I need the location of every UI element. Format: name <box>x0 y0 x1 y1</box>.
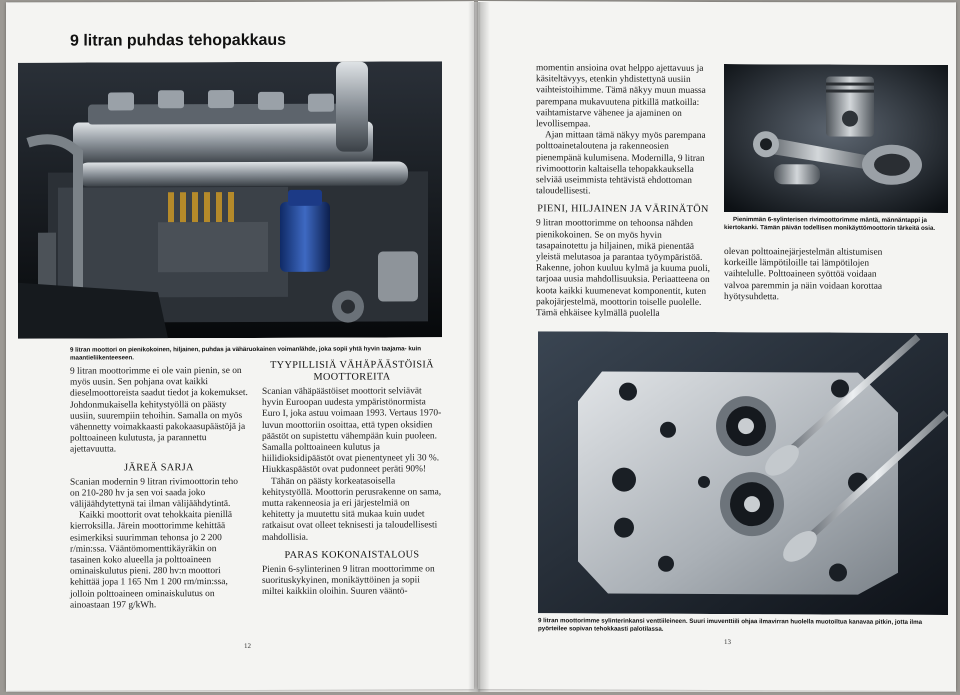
paragraph: Ajan mittaan tämä näkyy myös parempana polttoainetaloutena ja rakenneosien pienempänä kulumisena. Modernilla, 9 litran rivimoottorin kaltaisella tehopakkauksella selviää useimmista tehtävistä ehdottoman taloudellisesti. <box>536 130 706 197</box>
paragraph: Tähän on päästy korkeatasoisella kehitystyöllä. Moottorin perusrakenne on sama, mutta rakenneosia ja eri järjestelmiä on kehitetty ja muutettu sitä mukaa kuin uudet ratkaisut ovat olleet teknisesti ja taloudellisesti mahdollisia. <box>262 476 442 543</box>
right-column-2 <box>724 216 948 304</box>
left-column-1 <box>70 366 248 612</box>
section-heading: TYYPILLISIÄ VÄHÄPÄÄSTÖISIÄ MOOTTOREITA <box>270 359 434 383</box>
left-page <box>6 1 474 691</box>
left-column-2 <box>262 359 442 598</box>
cylinder-head-photo <box>538 331 948 615</box>
paragraph: 9 litran moottorimme on tehoonsa nähden pienikokoinen. Se on myös hyvin tasapainotettu ja hiljainen, mikä pienentää yleistä melutasoa ja parantaa työympäristöä. Rakenne, johon kuuluu kylmä ja kuuma puoli, tarjoaa uusia mahdollisuuksia. Periaatteena on koota kaikki kuumenevat komponentit, kuten pakojärjestelmä, moottorin toiselle puolelle. Tämä ehkäisee kylmällä puolella <box>536 218 710 319</box>
engine-photo-caption: 9 litran moottori on pienikokoinen, hiljainen, puhdas ja vähäruokainen voimanlähde, joka sopii yhtä hyvin taajama- kuin maantieliikenteeseen. <box>70 345 422 362</box>
section-heading: PIENI, HILJAINEN JA VÄRINÄTÖN <box>537 203 709 216</box>
paragraph: Kaikki moottorit ovat tehokkaita pienillä kierroksilla. Järein moottorimme kehittää esimerkiksi suurimman tehonsa jo 2 200 r/min:ssa. Vääntömomenttikäyräkin on tasainen koko alueella ja polttoaineen ominaiskulutus pieni. 280 hv:n moottori kehittää jopa 1 165 Nm 1 200 rm/min:ssa, jolloin polttoaineen ominaiskulutus on ainoastaan 197 g/kWh. <box>70 510 233 611</box>
page-number: 12 <box>244 641 251 650</box>
right-page <box>478 1 956 691</box>
cylinder-head-photo-caption: 9 litran moottorimme sylinterinkansi venttiileineen. Suuri imuventtiili ohjaa ilmavirran huolella muotoiltua kanavaa pitkin, jotta ilma pyörteilee sopivan tehokkaasti palotilassa. <box>538 617 923 633</box>
engine-photo <box>18 61 442 338</box>
paragraph: momentin ansioina ovat helppo ajettavuus ja käsiteltävyys, etenkin yhdistettynä uusiin vaihteistoihimme. Tämä näkyy muun muassa parempana mukavuutena pitkillä matkoilla: vaihtamistarve vähenee ja ajaminen on levollisempaa. <box>536 63 706 130</box>
page-title: 9 litran puhdas tehopakkaus <box>70 31 287 50</box>
paragraph: 9 litran moottorimme ei ole vain pienin, se on myös uusin. Sen pohjana ovat kaikki dieselmoottoreista saadut tiedot ja kokemukset. Johdonmukaisella kehitystyöllä on päästy uusiin, suurempiin tehoihin. Samalla on myös vähennetty voimakkaasti pakokaasupäästöjä ja polttoaineen kulutusta, ja parannettu ajettavuutta. <box>70 365 248 456</box>
piston-photo <box>724 64 948 213</box>
paragraph: olevan polttoainejärjestelmän altistumisen korkeille lämpötiloille tai lämpötilojen vaihtelulle. Polttoaineen syöttöä voidaan valvoa paremmin ja näin voidaan korottaa hyötysuhdetta. <box>724 247 883 303</box>
paragraph: Scanian modernin 9 litran rivimoottorin teho on 210-280 hv ja sen voi saada joko välijäähdytettynä tai ilman välijäähdytintä. <box>70 476 238 510</box>
page-number: 13 <box>724 638 731 647</box>
right-column-1 <box>536 63 710 320</box>
piston-photo-caption: Pienimmän 6-sylinterisen rivimoottorimme mäntä, männäntappi ja kiertokanki. Tämän päivän todellisen monikäyttömoottorin tärkeitä osia. <box>724 216 936 232</box>
section-heading: PARAS KOKONAISTALOUS <box>284 549 420 561</box>
book-gutter <box>468 2 490 692</box>
paragraph: Scanian vähäpäästöiset moottorit selviävät hyvin Euroopan uudesta ympäristönormista Euro I, joka astuu voimaan 1993. Vertaus 1970-luvun moottoriin osoittaa, että typen oksidien päästöt on supistettu vähempään kuin puoleen. Samalla polttoaineen kulutus ja hiilidioksidipäästöt ovat pienentyneet yli 30 %. Hiukkaspäästöt ovat pudonneet peräti 90%! <box>262 386 442 476</box>
brochure-spread <box>6 2 956 692</box>
paragraph: Pienin 6-sylinterinen 9 litran moottorimme on suorituskykyinen, monikäyttöinen ja sopii miltei kaikkiin oloihin. Suuren vääntö- <box>262 564 435 598</box>
section-heading: JÄREÄ SARJA <box>124 461 194 474</box>
